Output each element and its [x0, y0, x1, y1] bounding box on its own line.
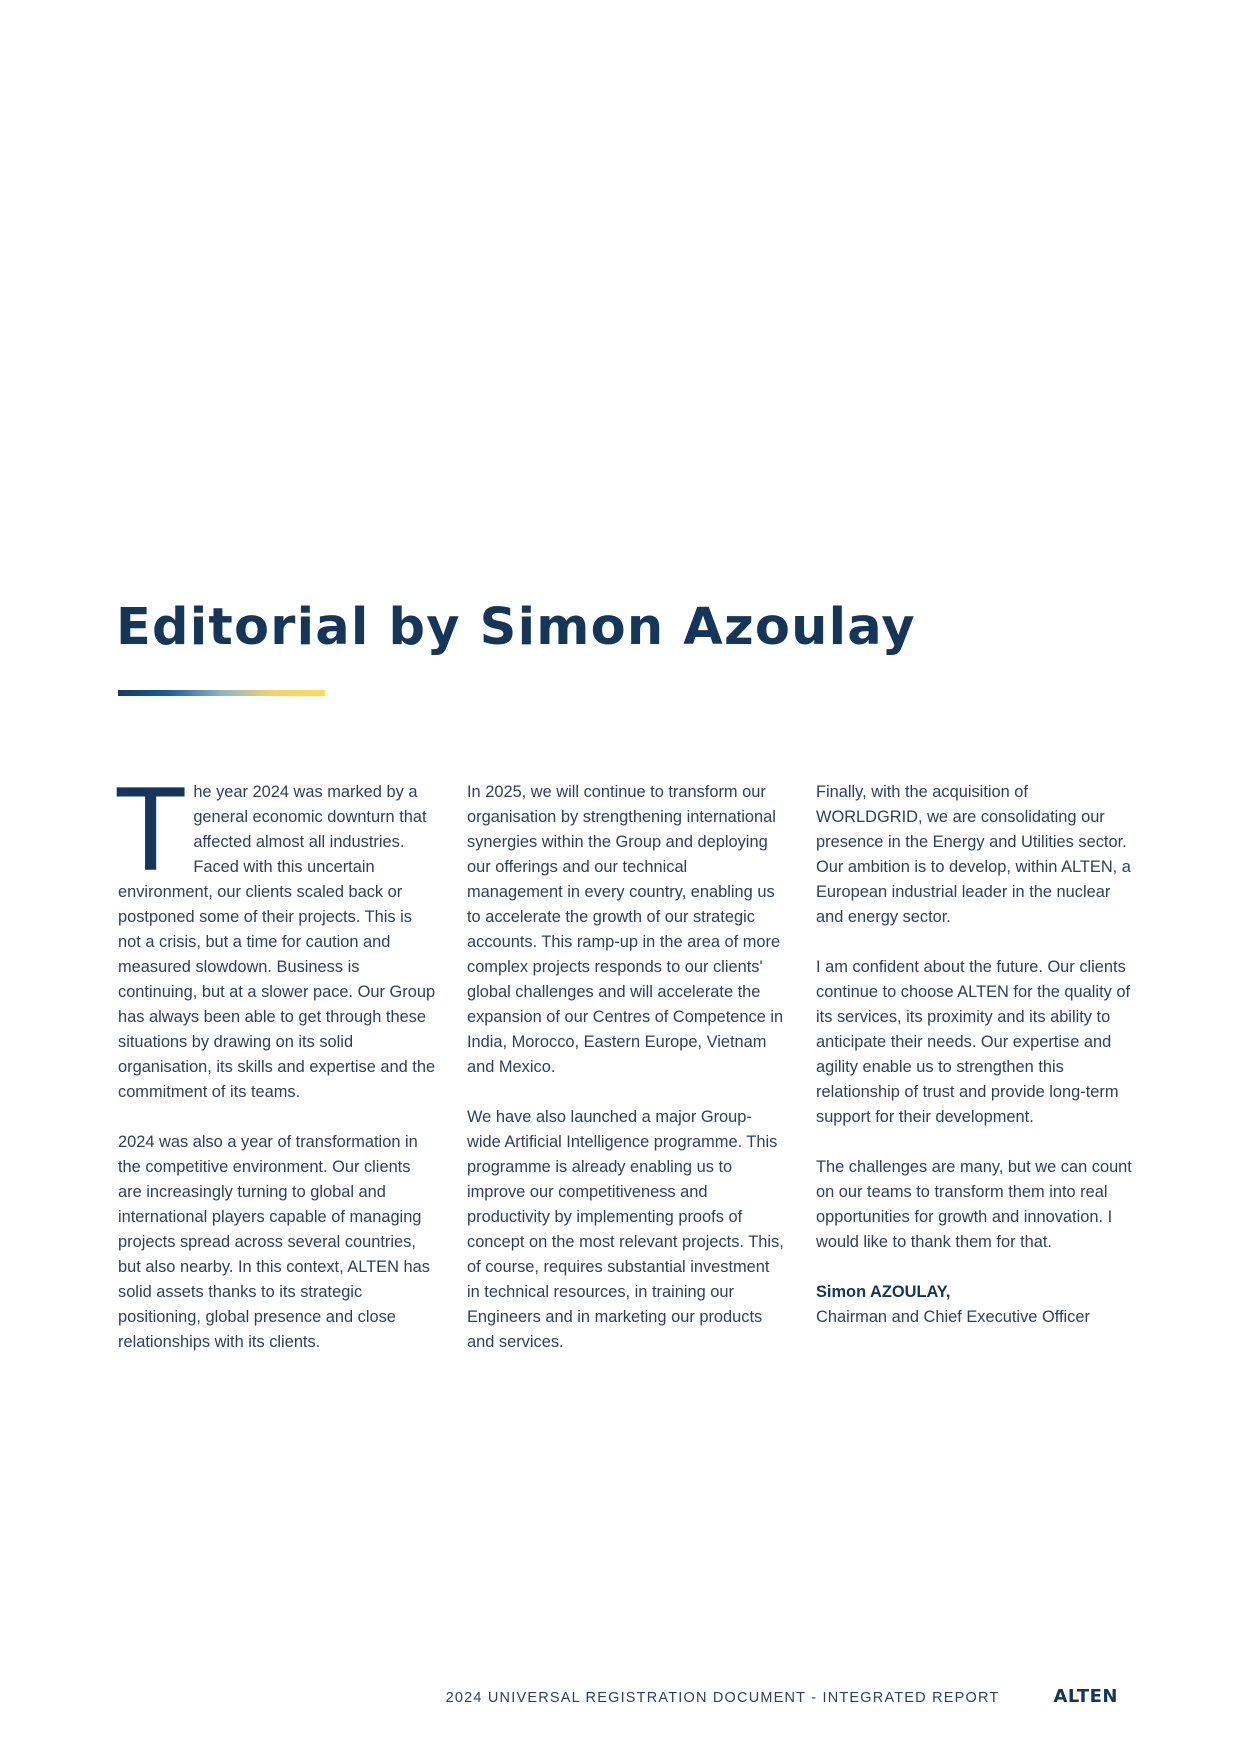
paragraph-2: 2024 was also a year of transformation in the competitive environment. Our clients are increasingly turning to global and international players capable of managing projects spread across several countries, but also nearby. In this context, ALTEN has solid assets thanks to its strategic positioning, global presence and close relationships with its clients.	[118, 1133, 430, 1351]
footer-text: 2024 UNIVERSAL REGISTRATION DOCUMENT - INTEGRATED REPORT	[445, 1690, 1000, 1706]
signature-title: Chairman and Chief Executive Officer	[816, 1308, 1090, 1326]
drop-cap: T	[114, 762, 188, 896]
paragraph-7: The challenges are many, but we can count on our teams to transform them into real opportunities for growth and innovation. I would like to thank them for that.	[816, 1158, 1132, 1251]
signature-name: Simon AZOULAY,	[816, 1283, 951, 1301]
title-underline	[118, 690, 325, 696]
paragraph-5: Finally, with the acquisition of WORLDGRID, we are consolidating our presence in the Energy and Utilities sector. Our ambition is to develop, within ALTEN, a European industrial leader in the nuclear and energy sector.	[816, 783, 1131, 926]
text-column-3	[816, 780, 1134, 1355]
page-footer	[446, 1686, 1118, 1707]
text-column-2	[467, 780, 785, 1380]
paragraph-1-text: he year 2024 was marked by a general economic downturn that affected almost all industries. Faced with this uncertain environment, our clients scaled back or postponed some of their projects. This is not a crisis, but a time for caution and measured slowdown. Business is continuing, but at a slower pace. Our Group has always been able to get through these situations by drawing on its solid organisation, its skills and expertise and the commitment of its teams.	[118, 783, 436, 1101]
alten-logo: ALTEN	[1053, 1686, 1118, 1707]
signature	[816, 1280, 1134, 1330]
paragraph-1	[114, 762, 436, 1105]
page-title: Editorial by Simon Azoulay	[116, 598, 916, 657]
text-column-1	[114, 762, 436, 1380]
paragraph-6: I am confident about the future. Our clients continue to choose ALTEN for the quality of its services, its proximity and its ability to anticipate their needs. Our expertise and agility enable us to strengthen this relationship of trust and provide long-term support for their development.	[816, 958, 1131, 1126]
paragraph-4: We have also launched a major Group-wide Artificial Intelligence programme. This programme is already enabling us to improve our competitiveness and productivity by implementing proofs of concept on the most relevant projects. This, of course, requires substantial investment in technical resources, in training our Engineers and in marketing our products and services.	[467, 1108, 784, 1351]
paragraph-3: In 2025, we will continue to transform our organisation by strengthening international synergies within the Group and deploying our offerings and our technical management in every country, enabling us to accelerate the growth of our strategic accounts. This ramp-up in the area of more complex projects responds to our clients' global challenges and will accelerate the expansion of our Centres of Competence in India, Morocco, Eastern Europe, Vietnam and Mexico.	[467, 783, 784, 1076]
